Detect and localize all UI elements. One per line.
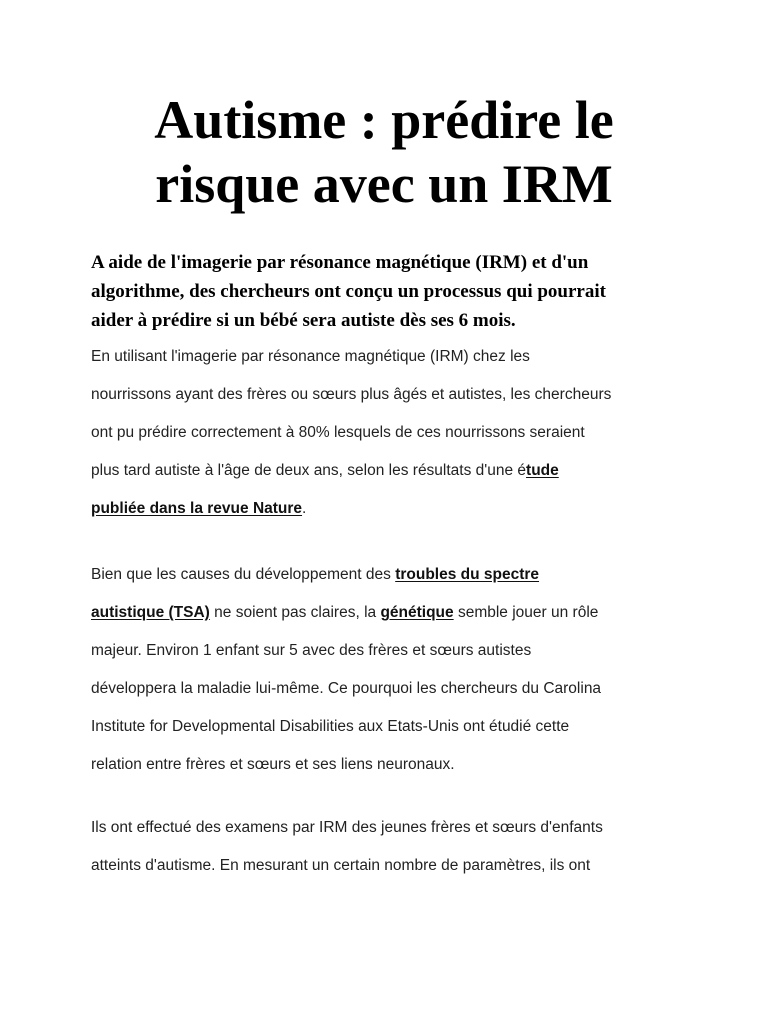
paragraph-3-line-1: Ils ont effectué des examens par IRM des jeunes frères et sœurs d'enfants — [91, 819, 603, 836]
paragraph-1-line-5 — [91, 497, 691, 535]
lead-line-2: algorithme, des chercheurs ont conçu un processus qui pourrait — [91, 281, 606, 302]
paragraph-2-line-4: développera la maladie lui-même. Ce pourquoi les chercheurs du Carolina — [91, 680, 602, 697]
paragraph-2-line-1-text: Bien que les causes du développement des — [91, 566, 396, 583]
paragraph-1 — [91, 345, 691, 535]
paragraph-2 — [91, 563, 691, 791]
tsa-link-part-2[interactable]: autistique (TSA) — [91, 604, 210, 621]
paragraph-1-line-4-text: plus tard autiste à l'âge de deux ans, selon les résultats d'une é — [91, 462, 527, 479]
article-title — [60, 88, 708, 216]
paragraph-1-line-1: En utilisant l'imagerie par résonance magnétique (IRM) chez les — [91, 348, 530, 365]
paragraph-2-line-2-text-b: semble jouer un rôle — [453, 604, 599, 621]
article-lead — [91, 248, 691, 335]
paragraph-2-line-3: majeur. Environ 1 enfant sur 5 avec des frères et sœurs autistes — [91, 642, 532, 659]
paragraph-1-line-3: ont pu prédire correctement à 80% lesquels de ces nourrissons seraient — [91, 424, 585, 441]
tsa-link-part-1[interactable]: troubles du spectre — [395, 566, 540, 583]
genetique-link[interactable]: génétique — [380, 604, 454, 621]
paragraph-1-line-2: nourrissons ayant des frères ou sœurs plus âgés et autistes, les chercheurs — [91, 386, 612, 403]
article-title-line-2: risque avec un IRM — [155, 154, 613, 214]
study-link-part-2[interactable]: publiée dans la revue Nature — [91, 500, 303, 517]
paragraph-1-line-4 — [91, 459, 691, 497]
paragraph-3-line-2: atteints d'autisme. En mesurant un certain nombre de paramètres, ils ont — [91, 857, 591, 874]
paragraph-2-line-1 — [91, 563, 691, 601]
paragraph-2-line-2-text-a: ne soient pas claires, la — [209, 604, 381, 621]
paragraph-2-line-6: relation entre frères et sœurs et ses liens neuronaux. — [91, 756, 455, 773]
paragraph-1-line-5-text: . — [302, 500, 307, 517]
lead-line-1: A aide de l'imagerie par résonance magnétique (IRM) et d'un — [91, 252, 589, 273]
study-link-part-1[interactable]: tude — [526, 462, 559, 479]
lead-line-3: aider à prédire si un bébé sera autiste dès ses 6 mois. — [91, 310, 516, 331]
paragraph-2-line-5: Institute for Developmental Disabilities aux Etats-Unis ont étudié cette — [91, 718, 570, 735]
article-title-line-1: Autisme : prédire le — [154, 90, 614, 150]
paragraph-2-line-2 — [91, 601, 691, 639]
paragraph-3 — [91, 816, 691, 892]
